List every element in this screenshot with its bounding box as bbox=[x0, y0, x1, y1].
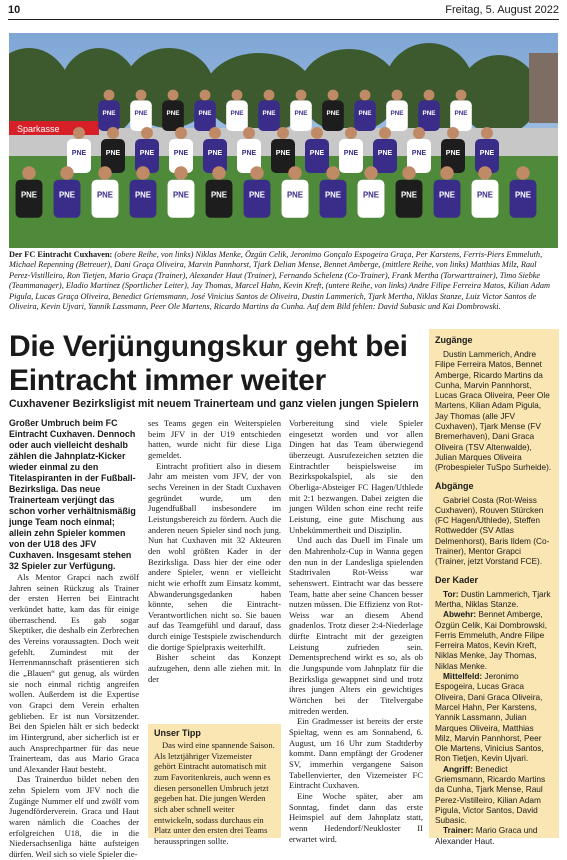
svg-text:PNE: PNE bbox=[166, 109, 180, 117]
svg-text:PNE: PNE bbox=[514, 190, 532, 200]
svg-text:PNE: PNE bbox=[362, 190, 380, 200]
svg-text:PNE: PNE bbox=[479, 150, 495, 157]
kader-heading: Der Kader bbox=[435, 574, 479, 585]
svg-text:PNE: PNE bbox=[230, 109, 244, 117]
sponsor-sign: Sparkasse bbox=[17, 124, 60, 134]
svg-text:PNE: PNE bbox=[105, 150, 121, 157]
svg-text:PNE: PNE bbox=[343, 150, 359, 157]
svg-text:PNE: PNE bbox=[134, 109, 148, 117]
svg-text:PNE: PNE bbox=[210, 190, 228, 200]
svg-text:PNE: PNE bbox=[139, 150, 155, 157]
svg-text:PNE: PNE bbox=[71, 150, 87, 157]
article-paragraph: ses Teams gegen ein Weiterspielen beim JFV in der U19 entschieden hatten, wurde nicht für diese Liga gemeldet. bbox=[148, 418, 281, 460]
photo-caption bbox=[9, 250, 559, 312]
kader-role: Mittelfeld: bbox=[443, 671, 483, 682]
svg-text:PNE: PNE bbox=[400, 190, 418, 200]
zugaenge-text: Dustin Lammerich, Andre Filipe Ferreira Matos, Bennet Amberge, Ricardo Martins da Cunha, Marvin Pannhorst, Lucas Graca Oliveira, Peer Ole Martens, Kilian Adam Pigula, Jay Thomas (alle JFV Cuxhaven), Tjark Mense (FV Bremerhaven), Dani Graca Oliveira (TSV Altenwalde), Julian Marques Oliveira (Probespieler TuSpo Surheide). bbox=[435, 349, 552, 473]
svg-text:PNE: PNE bbox=[422, 109, 436, 117]
page-date: Freitag, 5. August 2022 bbox=[445, 4, 559, 16]
article-headline: Die Verjüngungskur geht bei Eintracht immer weiter bbox=[9, 330, 408, 397]
kader-entry bbox=[429, 671, 559, 764]
kader-list bbox=[429, 589, 559, 846]
abgaenge-heading: Abgänge bbox=[435, 480, 474, 491]
abgaenge-text: Gabriel Costa (Rot-Weiss Cuxhaven), Rouven Stürcken (FC Hagen/Uthlede), Steffen Rottwedder (SV Atlas Delmenhorst), Baris Ildem (Co-Trainer), Mentor Grapci (Trainer, jetzt Vorstand FCE). bbox=[435, 494, 550, 567]
article-subheadline: Cuxhavener Bezirksligist mit neuem Trainerteam und ganz vielen jungen Spielern bbox=[9, 398, 419, 410]
svg-text:PNE: PNE bbox=[198, 109, 212, 117]
article-lead: Großer Umbruch beim FC Eintracht Cuxhaven. Dennoch oder auch vielleicht deshalb zählen die Jahnplatz-Kicker wieder einmal zu den Titelaspiranten in der Fußball-Bezirksliga. Das neue Trainerteam verjüngt das schon vorher verhältnismäßig junge Team noch einmal; allein zehn Spieler kommen von der U18 des JFV Cuxhaven. Insgesamt stehen 32 Spieler zur Verfügung. bbox=[9, 418, 136, 571]
kader-entry bbox=[429, 764, 559, 826]
kader-names: Jeronimo Espogeira, Lucas Graca Oliveira, Dani Graca Oliveira, Marcel Hahn, Per Karstens, Yannik Lassmann, Julian Marques Oliveira, Matthias Milz, Marvin Pannhorst, Peer Ole Martens, Vinicius Santos, Ron Tietjen, Kevin Ujvari. bbox=[435, 671, 544, 764]
svg-text:PNE: PNE bbox=[102, 109, 116, 117]
article-paragraph: Bisher scheint das Konzept aufzugehen, denn alle ziehen mit. In der bbox=[148, 652, 281, 684]
article-column-1 bbox=[9, 418, 139, 860]
svg-text:PNE: PNE bbox=[172, 190, 190, 200]
svg-text:PNE: PNE bbox=[262, 109, 276, 117]
page-header bbox=[8, 3, 559, 20]
article-column-2 bbox=[148, 418, 281, 684]
article-paragraph: Das Trainerduo bildet neben den zehn Spielern vom JFV noch die Zugänge Nummer elf und zwölf vom Jugendförderverein. Graca und Haut waren nämlich die Coaches der erfolgreichen U18, die in die Niedersachsenliga hätte aufsteigen dürfen. Weil sich so viele Spieler die- bbox=[9, 774, 139, 860]
svg-text:PNE: PNE bbox=[309, 150, 325, 157]
svg-text:PNE: PNE bbox=[207, 150, 223, 157]
svg-text:PNE: PNE bbox=[445, 150, 461, 157]
tipp-heading: Unser Tipp bbox=[154, 728, 201, 738]
svg-text:PNE: PNE bbox=[438, 190, 456, 200]
svg-text:PNE: PNE bbox=[58, 190, 76, 200]
svg-text:PNE: PNE bbox=[294, 109, 308, 117]
article-paragraph: Vorbereitung sind viele Spieler eingesetzt worden und vor allen Dingen hat das Team überwiegend überzeugt. Ausrufezeichen setzten die Eintrachtler beispielsweise im Bezirkspokalspiel, als sie den Oberliga-Absteiger FC Hagen/Uthlede mit 2:1 bezwangen. Dabei zeigten die jungen Wilden schon eine recht reife Leistung, eine gute Mischung aus Unbekümmertheit und Disziplin. bbox=[289, 418, 423, 535]
kader-role: Abwehr: bbox=[443, 609, 477, 620]
article-paragraph: Und auch das Duell im Finale um den Mahrenholz-Cup in Wanna gegen den nun in der Landesliga spielenden Stadtrivalen Rot-Weiss war sehenswert. Eintracht war das bessere Team, hatte aber seine Chancen besser nutzen müssen. Die Effizienz von Rot-Weiss war an diesem Abend gnadenlos. Trotz dieser 2:4-Niederlage dürfte Eintracht mit der gezeigten Leistung zufrieden sein. Dementsprechend wirkt es so, als ob die Jungspunde vom Jahnplatz für die Bezirksliga gewappnet sind und trotz ihres jungen Alters ein gewichtiges Wörtchen bei der Titelvergabe mitreden werden. bbox=[289, 535, 423, 716]
svg-text:PNE: PNE bbox=[326, 109, 340, 117]
kader-role: Tor: bbox=[443, 588, 459, 599]
svg-text:PNE: PNE bbox=[241, 150, 257, 157]
svg-text:PNE: PNE bbox=[411, 150, 427, 157]
svg-text:PNE: PNE bbox=[248, 190, 266, 200]
tipp-box bbox=[148, 724, 281, 846]
svg-text:PNE: PNE bbox=[173, 150, 189, 157]
svg-text:PNE: PNE bbox=[324, 190, 342, 200]
svg-text:PNE: PNE bbox=[377, 150, 393, 157]
roster-sidebar bbox=[429, 329, 559, 846]
svg-text:PNE: PNE bbox=[390, 109, 404, 117]
caption-text: (obere Reihe, von links) Niklas Menke, Özgün Celik, Jeronimo Gonçalo Espogeira Graça, Per Karstens, Ferris-Piers Emmeluth, Michael Repenning (Betreuer), Dani Graça Oliveira, Marvin Pannhorst, Tjark Delian Mense, Bennet Amberge, (mittlere Reihe, von links) Matthias Milz, Raul Perez-Vistilleiro, Ron Tietjen, Mario Graça (Trainer), Alexander Haut (Trainer), Fernando Schelenz (Co-Trainer), Frank Mertha (Torwarttrainer), Timo Siebke (Teammanager), Eladio Martinez (Sportlicher Leiter), Jay Thomas, Marcel Hahn, Kevin Kreft, (untere Reihe, von links) Andre Filipe Ferreira Matos, Kilian Adam Pigula, Lucas Graça Oliveira, Benedict Griemsmann, José Vinicius Santos de Oliveira, Dustin Lammerich, Tjark Mertha, Niklas Stanze, Luiz Victor Santos de Oliveira, Kevin Ujvari, Yannik Lassmann, Peer Ole Martens, Ricardo Martins da Cunha. Auf dem Bild fehlen: David Subasic und Kai Dombrowski. bbox=[9, 250, 550, 312]
kader-names: Mario Graca und Alexander Haut. bbox=[435, 825, 538, 846]
article-paragraph: Eine Woche später, aber am Sonntag, findet dann das erste Heimspiel auf dem Jahnplatz statt, wenn Hedendorf/Neukloster II erwartet wird. bbox=[289, 790, 423, 844]
tipp-text: Das wird eine spannende Saison. Als letztjähriger Vizemeister gehört Eintracht automatisch mit zum Favoritenkreis, auch wenn es diesen personellen Umbruch jetzt gegeben hat. Die jungen Werden sich aber schnell weiter entwickeln, sodass durchaus ein Platz unter den ersten drei Teams herausspringen sollte. bbox=[154, 740, 275, 846]
kader-role: Angriff: bbox=[443, 763, 473, 774]
kader-names: Benedict Griemsmann, Ricardo Martins da Cunha, Tjark Mense, Raul Perez-Vistilleiro, Kilian Adam Pigula, Victor Santos, David Subasic. bbox=[435, 763, 546, 826]
kader-entry bbox=[429, 609, 559, 671]
svg-text:PNE: PNE bbox=[134, 190, 152, 200]
svg-text:PNE: PNE bbox=[476, 190, 494, 200]
kader-names: Dustin Lammerich, Tjark Mertha, Niklas Stanze. bbox=[435, 588, 551, 609]
kader-entry bbox=[429, 825, 559, 846]
svg-text:PNE: PNE bbox=[96, 190, 114, 200]
caption-lead: Der FC Eintracht Cuxhaven: bbox=[9, 250, 113, 259]
svg-text:PNE: PNE bbox=[20, 190, 38, 200]
article-paragraph: Ein Gradmesser ist bereits der erste Spieltag, wenn es am Sonnabend, 6. August, um 16 Uhr zum Stadtderby kommt. Dann empfängt der Grodener SV, immerhin vergangene Saison Tabellenvierter, den Vizemeister FC Eintracht Cuxhaven. bbox=[289, 716, 423, 791]
team-photo bbox=[9, 33, 558, 248]
kader-entry bbox=[429, 589, 559, 610]
page-number: 10 bbox=[8, 4, 21, 16]
svg-text:PNE: PNE bbox=[358, 109, 372, 117]
svg-text:PNE: PNE bbox=[275, 150, 291, 157]
article-column-3 bbox=[289, 418, 423, 844]
article-paragraph: Als Mentor Grapci nach zwölf Jahren seinen Rückzug als Trainer der ersten Herren bei Eintracht verkündet hatte, kam das für einige überraschend. Es gab sogar Skeptiker, die deshalb ein Zerbrechen des Vereins voraussagten. Doch weit gefehlt. Zumindest mit der Herrenmannschaft präsentieren sich die „Blauen“ gut genug, als würden sie noch einmal richtig angreifen wollen. Außerdem ist die Expertise von Grapci dem Verein erhalten geblieben. Er ist nun Vorsitzender. Bei den Spielen hält er sich bedeckt im Hintergrund, aber sicherlich ist er auch Ansprechpartner für das neue Trainerteam, das aus Mario Graca und Alexander Haut besteht. bbox=[9, 572, 139, 774]
svg-text:PNE: PNE bbox=[286, 190, 304, 200]
svg-text:PNE: PNE bbox=[454, 109, 468, 117]
kader-role: Trainer: bbox=[443, 825, 474, 836]
article-paragraph: Eintracht profitiert also in diesem Jahr am meisten vom JFV, der von sechs Vereinen in der Stadt Cuxhaven gegründet wurde, um den Jugendfußball insbesondere im Leistungsbereich zu fördern. Auch die anderen neuen Spieler sind noch jung. Nun hat Cuxhaven mit 32 Akteuren den wohl größten Kader in der Bezirksliga. Dass hier der eine oder andere Spieler, wenn er vielleicht nicht wie erhofft zum Einsatz kommt, Abwanderungsgedanken haben könnte, sehen die Eintracht-Verantwortlichen nicht so. Sie bauen auf das Teamgefühl und darauf, dass durch einige Testspiele zwischendurch die dortige Spielpraxis weiterhilft. bbox=[148, 460, 281, 652]
zugaenge-heading: Zugänge bbox=[435, 335, 473, 345]
kader-names: Bennet Amberge, Özgün Celik, Kai Dombrowski, Ferris Emmeluth, Andre Filipe Ferreira Matos, Kevin Kreft, Niklas Menke, Jay Thomas, Niklas Menke. bbox=[435, 609, 548, 671]
